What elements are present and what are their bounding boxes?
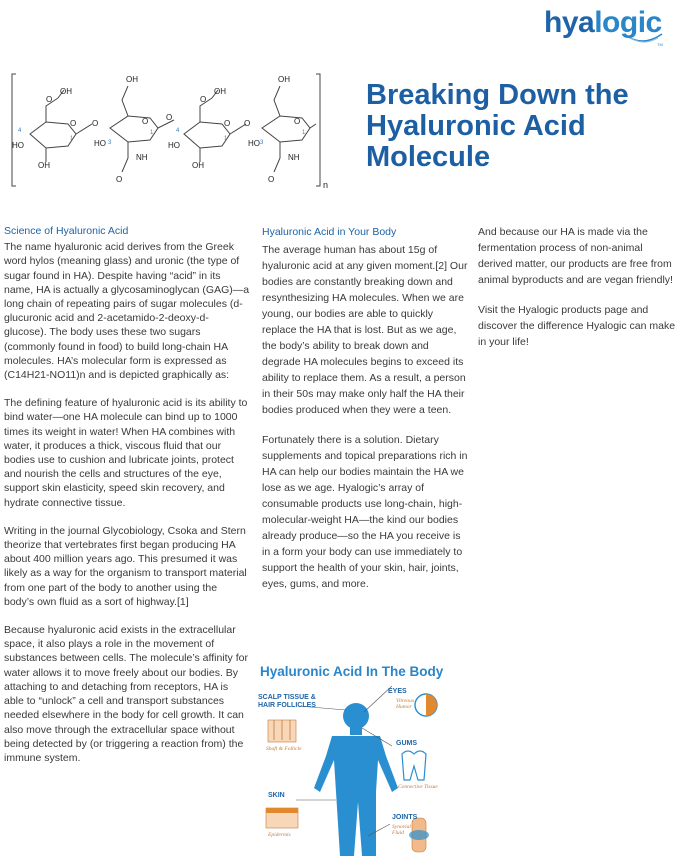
skin-label: SKIN [268,792,285,799]
carbon-number: 1 [150,130,154,136]
section-heading: Hyaluronic Acid in Your Body [262,226,397,238]
scalp-label: SCALP TISSUE & HAIR FOLLICLES [258,694,316,709]
logo-part-hya: hya [544,6,595,39]
title-line: Hyaluronic Acid [366,110,586,142]
label-o: O [46,95,53,104]
carbon-number: 3 [260,140,264,146]
label-oh: OH [278,75,290,84]
label-oh: OH [214,87,226,96]
paragraph: The defining feature of hyaluronic acid is its ability to bind water—one HA molecule can bind up to 1000 times its weight in water! When HA combines with water, it produces a thick, viscous fluid that our bodies use to cushion and lubricate joints, protect and nourish the cells and structures of the eye, support skin elasticity, speed skin recovery, and hydrate connective tissue. [4,397,248,509]
label-o: O [70,119,77,128]
carbon-number: 4 [176,128,180,134]
water-drop-icon [622,30,664,48]
label-oh: OH [38,161,50,170]
label-ho: HO [12,141,24,150]
label-ho: HO [248,139,260,148]
joints-label: JOINTS [392,814,418,821]
label-ho: HO [94,139,106,148]
label-o: O [224,119,231,128]
column-science [4,224,250,779]
carbon-number: 4 [18,128,22,134]
svg-text:TM: TM [657,42,663,47]
gums-label: GUMS [396,740,417,747]
hyalogic-logo [544,6,664,46]
label-oh: OH [60,87,72,96]
skin-sublabel: Epidermis [268,832,291,838]
label-ho: HO [168,141,180,150]
section-heading: Science of Hyaluronic Acid [4,225,129,237]
figure-title: Hyaluronic Acid In The Body [260,664,444,679]
paragraph: Fortunately there is a solution. Dietary supplements and topical preparations rich in HA can help our bodies maintain the HA we lose as we age. Hyalogic’s array of consumable products use long-chain, high-molecular-weight HA—the kind our bodies already produce—so the HA you receive is in a form your body can use immediately to support the health of your skin, hair, joints, eyes, gums, and more. [262,434,468,590]
label-o: O [142,117,149,126]
label-oh: OH [126,75,138,84]
label-o: O [116,175,123,184]
paragraph: Because hyaluronic acid exists in the extracellular space, it also plays a role in the movement of substances between cells. The molecule’s affinity for water allows it to move freely about our bodies. By attaching to and detaching from receptors, HA is able to “unlock” a cell and transport substances needed elsewhere in the body for cell growth. It can also move through the extracellular space without being detected by (or triggering a reaction from) the immune system. [4,624,248,764]
label-nh: NH [136,153,148,162]
hyaluronic-acid-molecule-diagram [10,64,350,192]
label-o: O [268,175,275,184]
label-o: O [294,117,301,126]
label-oh: OH [192,161,204,170]
eyes-label: EYES [388,688,407,695]
label-o: O [244,119,251,128]
tooth-icon [402,751,426,780]
scalp-sublabel: Shaft & Follicle [266,746,302,752]
paragraph: And because our HA is made via the fermentation process of non-animal derived matter, our products are free from animal byproducts and are vegan friendly! [478,226,673,286]
page-title [366,80,666,173]
gums-sublabel: Connective Tissue [398,784,438,790]
carbon-number: 3 [108,140,112,146]
paragraph: The name hyaluronic acid derives from the Greek word hylos (meaning glass) and uronic (the type of sugar found in HA). Despite having “acid” in its name, HA is actually a glycosaminoglycan (GAG)—a long chain of repeating pairs of sugar molecules (d-glucuronic acid and 2-acetamido-2-deoxy-d-glucose). The body uses these two sugars (commonly found in food) to build long-chain HA molecules. HA’s molecular form is expressed as (C14H21-NO11)n and is depicted graphically as: [4,241,250,382]
carbon-number: 1 [224,136,228,142]
column-vegan [478,224,678,364]
logo-part-logic: logic [594,6,662,39]
label-n: n [323,180,329,190]
title-line: Molecule [366,141,491,173]
label-nh: NH [288,153,300,162]
paragraph: The average human has about 15g of hyaluronic acid at any given moment.[2] Our bodies are constantly breaking down and resynthesizing HA molecules. When we are young, our bodies are able to quickly replace the HA that is lost. But as we age, the body’s ability to break down and degrade HA molecules begins to exceed its ability to replace them. As a result, a person in their 50s may make only half the HA their bodies produced when they were a teen. [262,244,468,416]
label-o: O [200,95,207,104]
title-line: Breaking Down the [366,79,629,111]
column-in-your-body [262,224,468,606]
joints-sublabel: Synovial Fluid [392,824,411,836]
carbon-number: 1 [70,136,74,142]
hyaluronic-acid-in-body-figure [252,660,474,862]
eyes-sublabel: Vitreous Humor [396,698,415,710]
carbon-number: 1 [302,130,306,136]
label-o: O [92,119,99,128]
paragraph: Writing in the journal Glycobiology, Csoka and Stern theorize that vertebrates first began producing HA about 400 million years ago. This presumed it was likely as a way for the organism to transport material from one part of the body to another using the body’s own fluid as a sort of highway.[1] [4,524,247,608]
paragraph: Visit the Hyalogic products page and discover the difference Hyalogic can make in your life! [478,304,676,348]
label-o: O [166,113,173,122]
